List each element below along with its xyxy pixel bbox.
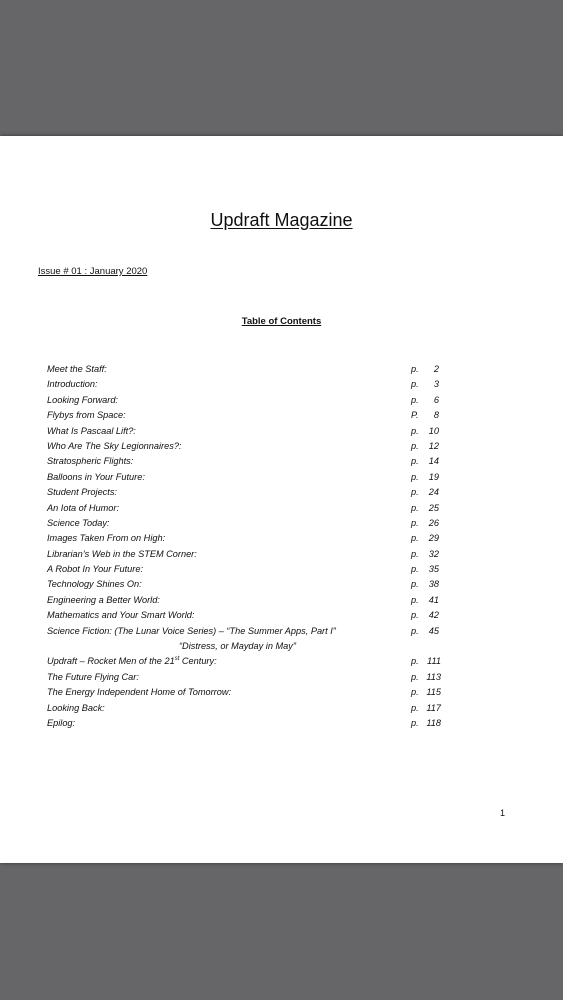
toc-entry-title: Stratospheric Flights: [47,456,134,467]
toc-row [47,362,447,377]
toc-page-number: 6 [433,394,439,405]
toc-page-prefix: p. [411,610,419,621]
toc-page-number: 35 [428,564,439,575]
toc-page-prefix: p. [411,487,419,498]
toc-entry-title: The Future Flying Car: [47,671,139,682]
toc-row [47,685,447,700]
toc-page-prefix: p. [411,440,419,451]
toc-row [47,377,447,392]
toc-entry-title: Engineering a Better World: [47,594,160,605]
toc-page-prefix: p. [411,625,419,636]
toc-row [47,454,447,469]
toc-entry-title: Flybys from Space: [47,410,126,421]
toc-entry-title: Science Fiction: (The Lunar Voice Series) – “The Summer Apps, Part I” [47,625,336,636]
toc-entry-title: Technology Shines On: [47,579,142,590]
toc-row [47,624,447,639]
toc-page-prefix: P. [411,410,419,421]
toc-row [47,608,447,623]
toc-page-prefix: p. [411,564,419,575]
toc-row [47,562,447,577]
toc-row [47,470,447,485]
toc-page-number: 8 [433,410,439,421]
toc-entry-title: A Robot In Your Future: [47,564,144,575]
toc-row [47,501,447,516]
toc-entry-title: Images Taken From on High: [47,533,166,544]
toc-entry-subtitle: “Distress, or Mayday in May” [179,641,296,652]
toc-page-number: 113 [426,671,441,682]
toc-page-number: 118 [426,717,441,728]
toc-page-number: 12 [428,440,439,451]
toc-entry-title: Epilog: [47,717,76,728]
toc-row [47,439,447,454]
page-number: 1 [500,808,506,818]
toc-entry-title: Balloons in Your Future: [47,471,145,482]
toc-row [47,593,447,608]
toc-row [47,424,447,439]
toc-entry-title: What Is Pascaal Lift?: [47,425,136,436]
toc-page-number: 19 [428,471,439,482]
toc-row [47,516,447,531]
toc-page-prefix: p. [411,579,419,590]
table-of-contents [47,362,447,731]
toc-page-number: 115 [426,687,441,698]
toc-page-number: 111 [427,656,441,667]
toc-entry-title: Science Today: [47,517,110,528]
toc-page-prefix: p. [411,656,419,667]
toc-page-number: 3 [433,379,439,390]
toc-page-prefix: p. [411,533,419,544]
issue-line: Issue # 01 : January 2020 [38,266,148,277]
toc-page-prefix: p. [411,471,419,482]
toc-page-number: 26 [428,517,439,528]
toc-page-number: 38 [428,579,439,590]
toc-page-prefix: p. [411,671,419,682]
toc-entry-title: An Iota of Humor: [47,502,120,513]
toc-page-number: 41 [428,594,439,605]
document-page [0,136,563,863]
toc-page-number: 29 [428,533,439,544]
toc-row [47,485,447,500]
toc-page-number: 45 [428,625,439,636]
toc-row [47,654,447,669]
toc-page-prefix: p. [411,594,419,605]
toc-entry-title: Looking Back: [47,702,105,713]
toc-row-continuation [47,639,447,654]
toc-page-number: 42 [428,610,439,621]
toc-entry-title: Mathematics and Your Smart World: [47,610,195,621]
toc-page-number: 14 [428,456,439,467]
toc-row [47,701,447,716]
toc-page-number: 32 [428,548,439,559]
toc-entry-title: Introduction: [47,379,98,390]
toc-entry-title: Student Projects: [47,487,117,498]
toc-page-prefix: p. [411,394,419,405]
toc-entry-title: Meet the Staff: [47,364,107,374]
toc-page-number: 24 [428,487,439,498]
toc-page-prefix: p. [411,517,419,528]
toc-page-prefix: p. [411,717,419,728]
toc-entry-title: The Energy Independent Home of Tomorrow: [47,687,232,698]
toc-page-prefix: p. [411,456,419,467]
toc-entry-title: Updraft – Rocket Men of the 21st Century: [47,656,217,667]
toc-page-number: 2 [433,364,439,374]
toc-page-prefix: p. [411,425,419,436]
toc-row [47,547,447,562]
toc-page-prefix: p. [411,364,419,374]
magazine-title: Updraft Magazine [210,210,353,230]
toc-entry-title: Looking Forward: [47,394,118,405]
toc-row [47,716,447,731]
toc-row [47,408,447,423]
toc-page-prefix: p. [411,548,419,559]
toc-page-prefix: p. [411,379,419,390]
toc-entry-title: Who Are The Sky Legionnaires?: [47,440,182,451]
toc-row [47,670,447,685]
toc-page-prefix: p. [411,687,419,698]
toc-entry-title: Librarian’s Web in the STEM Corner: [47,548,197,559]
toc-row [47,577,447,592]
toc-page-prefix: p. [411,702,419,713]
toc-page-number: 10 [428,425,439,436]
toc-heading: Table of Contents [241,316,322,327]
toc-page-number: 25 [428,502,439,513]
toc-row [47,393,447,408]
toc-page-number: 117 [426,702,441,713]
toc-row [47,531,447,546]
toc-page-prefix: p. [411,502,419,513]
